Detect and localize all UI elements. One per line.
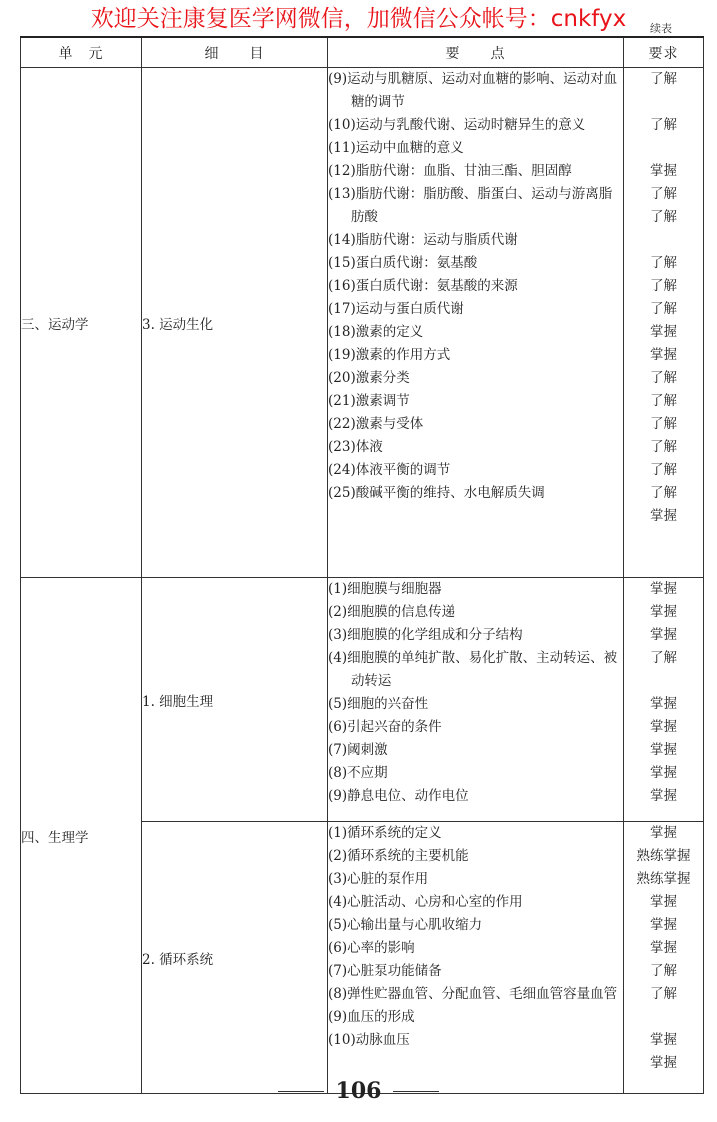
syllabus-table	[20, 36, 704, 1094]
requirement-item: 掌握	[650, 1032, 677, 1048]
subitem-cell: 2. 循环系统	[142, 822, 328, 1094]
requirement-cell	[624, 68, 704, 578]
page-number: 106	[335, 1078, 382, 1104]
footer-rule-right	[393, 1091, 439, 1092]
point-item: (4)细胞膜的单纯扩散、易化扩散、主动转运、被动转运	[328, 650, 618, 689]
requirement-item: 了解	[650, 485, 677, 501]
requirement-item: 了解	[650, 416, 677, 432]
table-row	[21, 68, 704, 578]
requirement-item: 了解	[650, 370, 677, 386]
point-item: (14)脂肪代谢：运动与脂质代谢	[328, 232, 518, 248]
point-item: (1)循环系统的定义	[328, 825, 442, 841]
requirement-item: 了解	[650, 255, 677, 271]
point-item: (17)运动与蛋白质代谢	[328, 301, 464, 317]
requirement-item: 掌握	[650, 163, 677, 179]
requirement-item: 掌握	[650, 894, 677, 910]
requirement-item: 了解	[650, 650, 677, 666]
point-item: (2)细胞膜的信息传递	[328, 604, 456, 620]
point-item: (3)细胞膜的化学组成和分子结构	[328, 627, 523, 643]
point-item: (9)静息电位、动作电位	[328, 788, 469, 804]
point-item: (4)心脏活动、心房和心室的作用	[328, 894, 523, 910]
requirement-item: 掌握	[650, 581, 677, 597]
point-item: (8)弹性贮器血管、分配血管、毛细血管容量血管	[328, 986, 618, 1002]
point-item: (9)血压的形成	[328, 1009, 415, 1025]
requirement-item: 掌握	[650, 825, 677, 841]
footer-rule-left	[278, 1091, 324, 1092]
point-item: (8)不应期	[328, 765, 388, 781]
requirement-item: 掌握	[650, 324, 677, 340]
requirement-item: 掌握	[650, 917, 677, 933]
requirement-item: 掌握	[650, 347, 677, 363]
point-item: (22)激素与受体	[328, 416, 424, 432]
point-item: (21)激素调节	[328, 393, 410, 409]
points-cell	[328, 68, 624, 578]
unit-cell: 三、运动学	[21, 68, 142, 578]
watermark-banner: 欢迎关注康复医学网微信，加微信公众帐号：cnkfyx	[90, 6, 627, 32]
requirement-item: 掌握	[650, 508, 677, 524]
point-item: (12)脂肪代谢：血脂、甘油三酯、胆固醇	[328, 163, 572, 179]
point-item: (19)激素的作用方式	[328, 347, 451, 363]
point-item: (23)体液	[328, 439, 383, 455]
requirement-item: 了解	[650, 117, 677, 133]
requirement-item: 掌握	[650, 1055, 677, 1071]
point-item: (9)运动与肌糖原、运动对血糖的影响、运动对血糖的调节	[328, 71, 618, 110]
requirement-item: 了解	[650, 278, 677, 294]
point-item: (7)心脏泵功能储备	[328, 963, 442, 979]
point-item: (10)动脉血压	[328, 1032, 410, 1048]
requirement-item: 掌握	[650, 627, 677, 643]
requirement-item: 了解	[650, 71, 677, 87]
requirement-cell	[624, 822, 704, 1094]
point-item: (13)脂肪代谢：脂肪酸、脂蛋白、运动与游离脂肪酸	[328, 186, 613, 225]
requirement-item: 掌握	[650, 940, 677, 956]
point-item: (25)酸碱平衡的维持、水电解质失调	[328, 485, 545, 501]
requirement-item: 掌握	[650, 604, 677, 620]
requirement-item: 熟练掌握	[636, 871, 691, 887]
point-item: (3)心脏的泵作用	[328, 871, 429, 887]
point-item: (6)引起兴奋的条件	[328, 719, 442, 735]
point-item: (20)激素分类	[328, 370, 410, 386]
point-item: (5)细胞的兴奋性	[328, 696, 429, 712]
point-item: (10)运动与乳酸代谢、运动时糖异生的意义	[328, 117, 586, 133]
header-item: 细 目	[142, 37, 328, 68]
header-unit: 单 元	[21, 37, 142, 68]
point-item: (7)阈刺激	[328, 742, 388, 758]
point-item: (24)体液平衡的调节	[328, 462, 451, 478]
point-item: (1)细胞膜与细胞器	[328, 581, 442, 597]
point-item: (18)激素的定义	[328, 324, 424, 340]
requirement-item: 了解	[650, 963, 677, 979]
point-item: (2)循环系统的主要机能	[328, 848, 469, 864]
point-item: (11)运动中血糖的意义	[328, 140, 464, 156]
requirement-item: 掌握	[650, 719, 677, 735]
requirement-item: 了解	[650, 301, 677, 317]
point-item: (5)心输出量与心肌收缩力	[328, 917, 483, 933]
requirement-item: 掌握	[650, 742, 677, 758]
requirement-item: 了解	[650, 186, 677, 202]
requirement-item: 了解	[650, 209, 677, 225]
requirement-item: 了解	[650, 986, 677, 1002]
subitem-cell: 3. 运动生化	[142, 68, 328, 578]
unit-cell: 四、生理学	[21, 578, 142, 1094]
table-row	[21, 578, 704, 822]
requirement-item: 了解	[650, 462, 677, 478]
point-item: (16)蛋白质代谢：氨基酸的来源	[328, 278, 518, 294]
subitem-cell: 1. 细胞生理	[142, 578, 328, 822]
requirement-item: 掌握	[650, 765, 677, 781]
page-footer	[0, 1076, 717, 1106]
continued-label: 续表	[650, 22, 672, 35]
requirement-item: 了解	[650, 393, 677, 409]
requirement-item: 掌握	[650, 696, 677, 712]
requirement-item: 熟练掌握	[636, 848, 691, 864]
requirement-item: 了解	[650, 439, 677, 455]
header-points: 要 点	[328, 37, 624, 68]
points-cell	[328, 822, 624, 1094]
point-item: (15)蛋白质代谢：氨基酸	[328, 255, 478, 271]
points-cell	[328, 578, 624, 822]
point-item: (6)心率的影响	[328, 940, 415, 956]
table-header-row	[21, 37, 704, 68]
header-requirement: 要求	[624, 37, 704, 68]
requirement-cell	[624, 578, 704, 822]
requirement-item: 掌握	[650, 788, 677, 804]
